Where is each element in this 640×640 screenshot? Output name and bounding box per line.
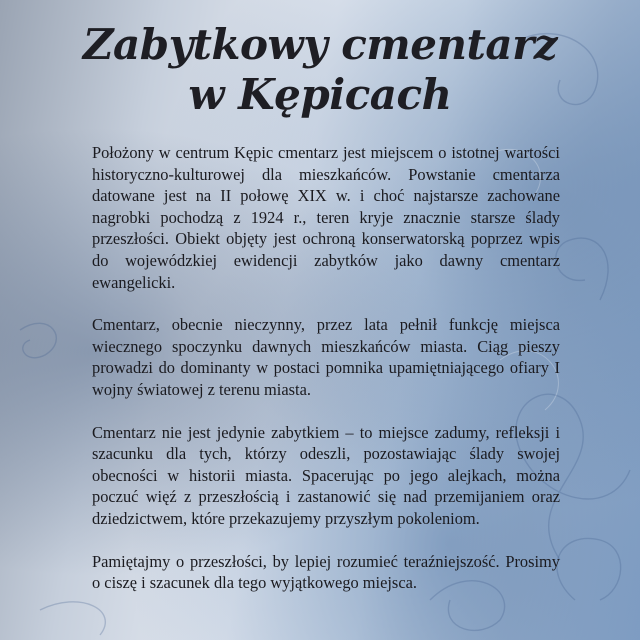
body-text <box>92 142 560 615</box>
paragraph-function: Cmentarz, obecnie nieczynny, przez lata pełnił funkcję miejsca wiecznego spoczynku dawnych mieszkańców miasta. Ciąg pieszy prowadzi do dominanty w postaci pomnika upamiętniającego ofiary I wojny światowej z terenu miasta. <box>92 315 560 399</box>
paragraph-history: Położony w centrum Kępic cmentarz jest miejscem o istotnej wartości historyczno-kulturowej dla mieszkańców. Powstanie cmentarza datowane jest na II połowę XIX w. i choć najstarsze zachowane nagrobki pochodzą z 1924 r., teren kryje znacznie starsze ślady przeszłości. Obiekt objęty jest ochroną konserwatorską poprzez wpis do wojewódzkiej ewidencji zabytków jako dawny cmentarz ewangelicki. <box>92 143 560 292</box>
page-title <box>40 20 600 120</box>
title-line-2: w Kępicach <box>188 70 452 119</box>
paragraph-reflection: Cmentarz nie jest jedynie zabytkiem – to miejsce zadumy, refleksji i szacunku dla tych, którzy odeszli, pozostawiając ślady swojej obecności w historii miasta. Spacerując po jego alejkach, można poczuć więź z przeszłością i zastanowić się nad przemijaniem oraz dziedzictwem, które przekazujemy przyszłym pokoleniom. <box>92 422 560 528</box>
paragraph-appeal: Pamiętajmy o przeszłości, by lepiej rozumieć teraźniejszość. Prosimy o ciszę i szacunek dla tego wyjątkowego miejsca. <box>92 551 560 593</box>
title-line-1: Zabytkowy cmentarz <box>82 20 558 69</box>
